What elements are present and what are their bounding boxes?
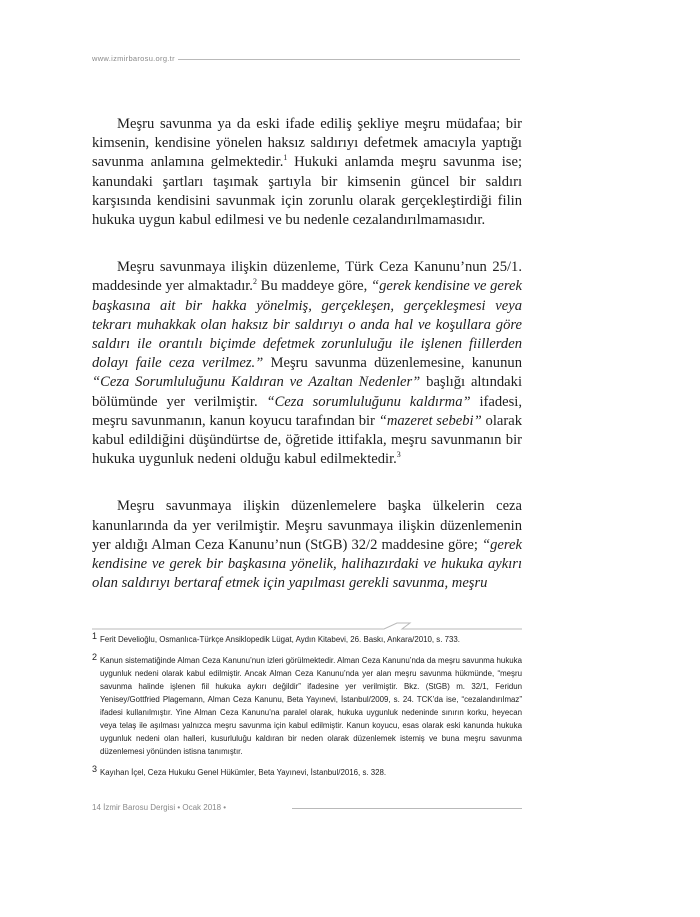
- footnote-2: [92, 654, 522, 758]
- page-footer: [92, 803, 522, 817]
- footnote-number: 2: [92, 652, 98, 662]
- footnote-1: [92, 633, 522, 646]
- footer-text: 14 İzmir Barosu Dergisi • Ocak 2018 •: [92, 803, 230, 812]
- quote-stgb-32: “gerek kendisine ve gerek bir başkasına yönelik, halihazırdaki ve hukuka aykırı olan saldırıyı bertaraf etmek için yapılması gerekli savunma, meşru: [92, 536, 522, 592]
- quote-section-title: “Ceza Sorumluluğunu Kaldıran ve Azaltan Nedenler”: [92, 374, 421, 391]
- footnote-ref-2[interactable]: 2: [252, 277, 257, 287]
- main-text: [92, 115, 522, 593]
- footnotes: [92, 633, 522, 787]
- header-divider: [178, 59, 520, 60]
- footnote-ref-1[interactable]: 1: [283, 153, 288, 163]
- paragraph-1: Meşru savunma ya da eski ifade ediliş şekliye meşru müdafaa; bir kimsenin, kendisine yönelen haksız saldırıyı defetmek amacıyla yaptığı savunma anlamına gelmektedir.$^1$ Hukuki anlamda meşru savunma ise; kanundaki şartları taşımak şartıyla bir kimsenin güncel bir saldırı karşısında kendisini savunmak için zorunlu olarak gerçekleştirdiği filin hukuka uygun kabul edilmesi ve bu nedenle cezalandırılmamasıdır.: [92, 116, 523, 229]
- footnote-number: 3: [92, 764, 98, 774]
- footnote-ref-3[interactable]: 3: [396, 450, 401, 460]
- footnote-text: Ferit Develioğlu, Osmanlıca-Türkçe Ansiklopedik Lügat, Aydın Kitabevi, 26. Baskı, Ankara/2010, s. 733.: [100, 635, 460, 644]
- footer-divider: [292, 808, 522, 809]
- paragraph-3: Meşru savunmaya ilişkin düzenlemelere başka ülkelerin ceza kanunlarında da yer verilmiştir. Meşru savunmaya ilişkin düzenlemenin yer aldığı Alman Ceza Kanunu’nun (StGB) 32/2 maddesine göre; “gerek kendisine ve gerek bir başkasına yönelik, halihazırdaki ve hukuka aykırı olan saldırıyı bertaraf etmek için yapılması gerekli savunma, meşru: [92, 498, 522, 592]
- quote-mazeret-sebebi: “mazeret sebebi”: [378, 412, 482, 429]
- footnote-3: [92, 766, 522, 779]
- footnote-text: Kayıhan İçel, Ceza Hukuku Genel Hükümler, Beta Yayınevi, İstanbul/2016, s. 328.: [100, 768, 387, 777]
- footnote-text: Kanun sistematiğinde Alman Ceza Kanunu’nun izleri görülmektedir. Alman Ceza Kanunu’nda da meşru savunma hukuka uygunluk nedeni olarak kabul edilmiştir. Ancak Alman Ceza Kanunu’nda yer alan meşru savunma hükmünde, “meşru savunma halinde işlenen fiil hukuka aykırı değildir” ifadesine yer verilmiştir. Bkz. (StGB) m. 32/1, Feridun Yenisey/Gottfried Plagemann, Alman Ceza Kanunu, Beta Yayınevi, İstanbul/2009, s. 24. TCK’da ise, “cezalandırılmaz” ifadesi kullanılmıştır. Yine Alman Ceza Kanunu’na paralel olarak, hukuka uygunluk nedeninde sınırın korku, heyecan veya telaş ile aşılması yalnızca meşru savunma için kabul edilmiştir. Kanun koyucu, esas olarak eski kanunda hukuka uygunluk nedeni olan halleri, kusurluluğu kaldıran bir neden olarak düzenlemek istemiş ve buna meşru savunma düzenlemesi yönünden istisna tanımıştır.: [100, 656, 522, 756]
- paragraph-2: Meşru savunmaya ilişkin düzenleme, Türk Ceza Kanunu’nun 25/1. maddesinde yer almaktadır.$^2$ Bu maddeye göre, “gerek kendisine ve gerek başkasına ait bir hakka yönelmiş, gerçekleşen, gerçekleşmesi veya tekrarı muhakkak olan haksız bir saldırıyı o anda hal ve koşullara göre saldırı ile orantılı biçimde defetmek zorunluluğu ile işlenen fiillerden dolayı faile ceza verilmez.” Meşru savunma düzenlemesine, kanunun “Ceza Sorumluluğunu Kaldıran ve Azaltan Nedenler” başlığı altındaki bölümünde yer verilmiştir. “Ceza sorumluluğunu kaldırma” ifadesi, meşru savunmanın, kanun koyucu tarafından bir “mazeret sebebi” olarak kabul edildiğini düşündürtse de, öğretide ittifakla, meşru savunmanın bir hukuka uygunluk nedeni olduğu kabul edilmektedir.$^3$: [92, 259, 523, 468]
- quote-tck-25: “gerek kendisine ve gerek başkasına ait bir hakka yönelmiş, gerçekleşen, gerçekleşmesi veya tekrarı muhakkak olan haksız bir saldırıyı o anda hal ve koşullara göre saldırı ile orantılı biçimde defetmek zorunluluğu ile işlenen fiillerden dolayı faile ceza verilmez.”: [92, 278, 522, 372]
- header-url: www.izmirbarosu.org.tr: [92, 54, 175, 63]
- footnote-number: 1: [92, 631, 98, 641]
- quote-ceza-sorumlulugu: “Ceza sorumluluğunu kaldırma”: [266, 393, 471, 410]
